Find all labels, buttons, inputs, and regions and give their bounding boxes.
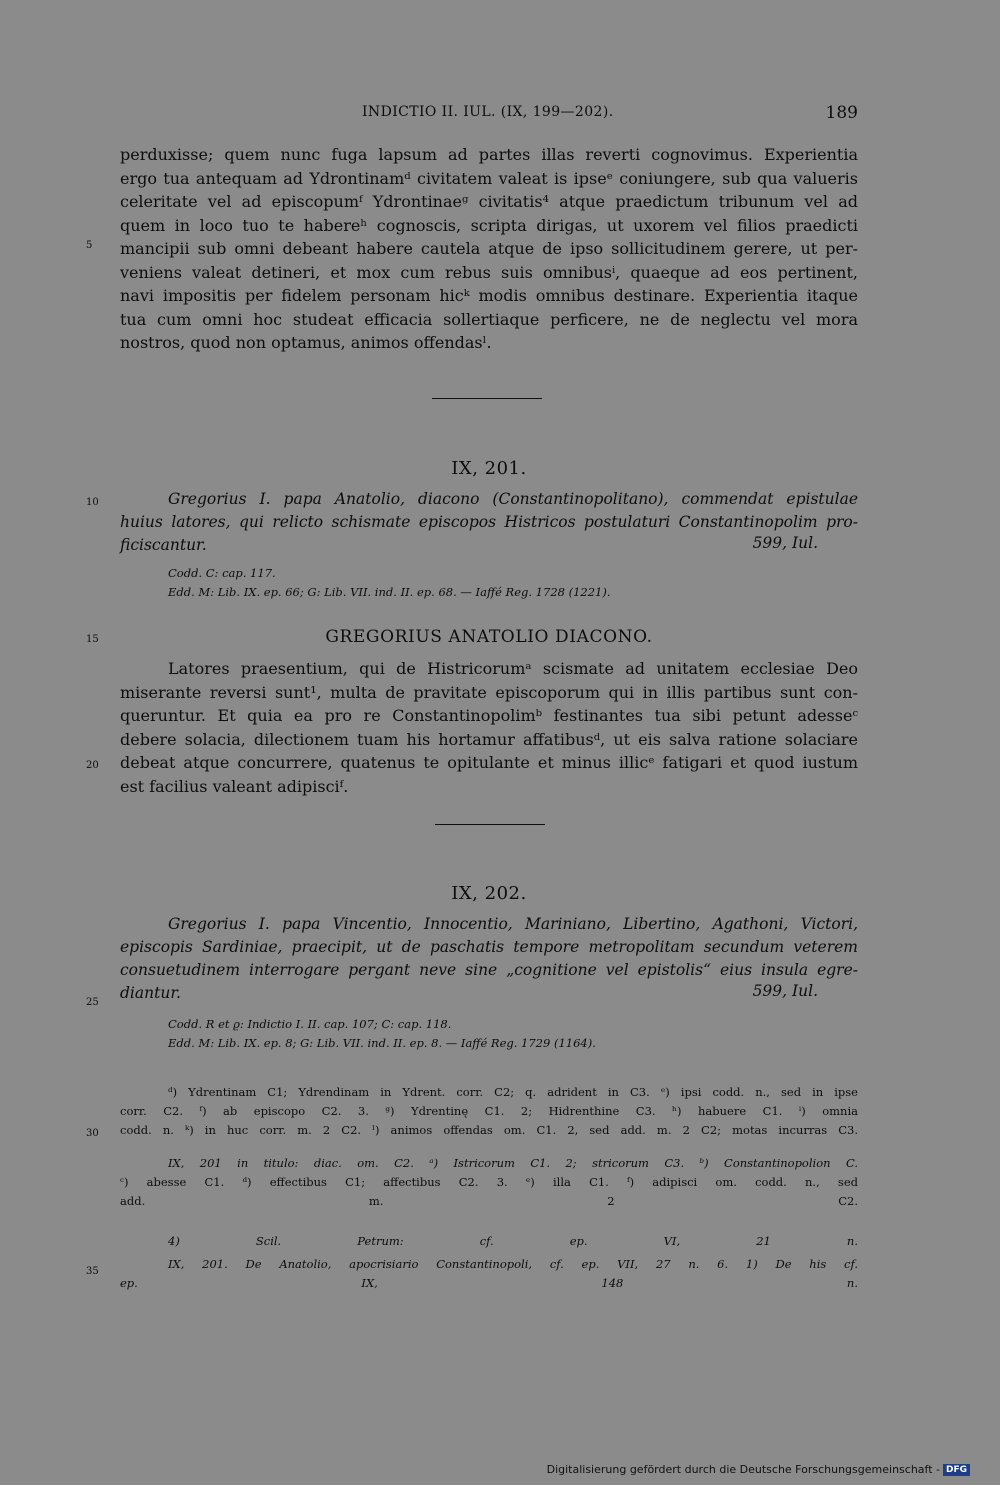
- letter-summary: [120, 913, 858, 1005]
- section-divider: [432, 398, 542, 399]
- letter-date: 599, Iul.: [752, 534, 818, 552]
- section-divider: [435, 824, 545, 825]
- summary-line: Gregorius I. papa Anatolio, diacono (Constantinopolitano), commendat epistulae: [168, 490, 858, 508]
- note-line: ep. IX, 148 n.: [120, 1276, 858, 1290]
- line-number: 5: [86, 240, 93, 251]
- line-number: 15: [86, 634, 99, 645]
- note-line: corr. C2. ᶠ) ab episcopo C2. 3. ᵍ) Ydrentinę C1. 2; Hidrenthine C3. ʰ) habuere C1. ⁱ) omnia: [120, 1104, 858, 1118]
- commentary-notes: [120, 1232, 858, 1293]
- text-line: navi impositis per fidelem personam hicᵏ modis omnibus destinare. Experientia itaque: [120, 286, 858, 305]
- text-line: quem in loco tuo te habereʰ cognoscis, scripta dirigas, ut uxorem vel filios praedicti: [120, 215, 858, 235]
- letter-number: IX, 201.: [451, 458, 527, 479]
- letter-addressee: GREGORIUS ANATOLIO DIACONO.: [325, 627, 653, 647]
- text-line: debeat atque concurrere, quatenus te opitulante et minus illicᵉ fatigari et quod iustum: [120, 753, 858, 772]
- editions-line: Edd. M: Lib. IX. ep. 66; G: Lib. VII. ind. II. ep. 68. — Iaffé Reg. 1728 (1221).: [168, 585, 611, 599]
- line-number: 35: [86, 1266, 99, 1277]
- text-line: mancipii sub omni debeant habere cautela atque de ipso sollicitudinem gerere, ut per-: [120, 239, 858, 258]
- note-line: codd. n. ᵏ) in huc corr. m. 2 C2. ˡ) animos offendas om. C1. 2, sed add. m. 2 C2; motas incurras C3.: [120, 1123, 858, 1137]
- letter-200-text: [120, 143, 858, 355]
- line-number: 10: [86, 497, 99, 508]
- summary-line: Gregorius I. papa Vincentio, Innocentio, Mariniano, Libertino, Agathoni, Victori,: [168, 915, 858, 933]
- line-number: 20: [86, 760, 99, 771]
- credit-text: Digitalisierung gefördert durch die Deutsche Forschungsgemeinschaft -: [546, 1463, 940, 1476]
- letter-201-text: [120, 657, 858, 798]
- note-line: ᵈ) Ydrentinam C1; Ydrendinam in Ydrent. corr. C2; q. adrident in C3. ᵉ) ipsi codd. n., sed in ipse: [168, 1085, 858, 1099]
- summary-line: ficiscantur.: [120, 536, 207, 554]
- text-line: veniens valeat detineri, et mox cum rebus suis omnibusⁱ, quaeque ad eos pertinent,: [120, 262, 858, 282]
- summary-line: consuetudinem interrogare pergant neve sine „cognitione vel epistolis“ eius insula egre-: [120, 961, 858, 979]
- note-line: 4) Scil. Petrum: cf. ep. VI, 21 n.: [168, 1234, 858, 1248]
- codices-line: Codd. R et ϱ: Indictio I. II. cap. 107; C: cap. 118.: [168, 1017, 452, 1031]
- line-number: 30: [86, 1128, 99, 1139]
- codices-line: Codd. C: cap. 117.: [168, 566, 276, 580]
- summary-line: episcopis Sardiniae, praecipit, ut de paschatis tempore metropolitam secundum veterem: [120, 938, 858, 956]
- page-header: [120, 104, 858, 126]
- dfg-logo-icon: DFG: [943, 1464, 970, 1476]
- line-number: 25: [86, 997, 99, 1008]
- note-line: ᶜ) abesse C1. ᵈ) effectibus C1; affectibus C2. 3. ᵉ) illa C1. ᶠ) adipisci om. codd. n., sed: [120, 1175, 858, 1189]
- text-line: debere solacia, dilectionem tuam his hortamur affatibusᵈ, ut eis salva ratione solaciare: [120, 729, 858, 749]
- note-line: IX, 201. De Anatolio, apocrisiario Constantinopoli, cf. ep. VII, 27 n. 6. 1) De his cf.: [168, 1257, 858, 1271]
- summary-line: diantur.: [120, 984, 181, 1002]
- text-line: est facilius valeant adipisciᶠ.: [120, 776, 349, 796]
- critical-notes: [120, 1083, 858, 1140]
- editions-line: Edd. M: Lib. IX. ep. 8; G: Lib. VII. ind. II. ep. 8. — Iaffé Reg. 1729 (1164).: [168, 1036, 596, 1050]
- summary-line: huius latores, qui relicto schismate episcopos Histricos postulaturi Constantinopolim pro-: [120, 513, 858, 531]
- text-line: Latores praesentium, qui de Histricorumᵃ scismate ad unitatem ecclesiae Deo: [168, 659, 858, 678]
- text-line: queruntur. Et quia ea pro re Constantinopolimᵇ festinantes tua sibi petunt adesseᶜ: [120, 706, 858, 725]
- note-line: IX, 201 in titulo: diac. om. C2. ᵃ) Istricorum C1. 2; stricorum C3. ᵇ) Constantinopolion C.: [168, 1156, 858, 1170]
- text-line: tua cum omni hoc studeat efficacia sollertiaque perficere, ne de neglectu vel mora: [120, 309, 858, 329]
- text-line: miserante reversi sunt¹, multa de pravitate episcoporum qui in illis partibus sunt con-: [120, 682, 858, 702]
- text-line: nostros, quod non optamus, animos offendasˡ.: [120, 333, 492, 352]
- digitization-credit: [547, 1463, 970, 1476]
- text-line: perduxisse; quem nunc fuga lapsum ad partes illas reverti cognovimus. Experientia: [120, 145, 858, 164]
- critical-notes: [120, 1154, 858, 1211]
- text-line: celeritate vel ad episcopumᶠ Ydrontinaeᵍ civitatis⁴ atque praedictum tribunum vel ad: [120, 192, 858, 211]
- letter-date: 599, Iul.: [752, 982, 818, 1000]
- running-head: INDICTIO II. IUL. (IX, 199—202).: [362, 104, 614, 120]
- note-line: add. m. 2 C2.: [120, 1194, 858, 1208]
- letter-number: IX, 202.: [451, 883, 527, 904]
- letter-summary: [120, 488, 858, 557]
- text-line: ergo tua antequam ad Ydrontinamᵈ civitatem valeat is ipseᵉ coniungere, sub qua valueris: [120, 168, 858, 188]
- page-number: 189: [825, 103, 858, 123]
